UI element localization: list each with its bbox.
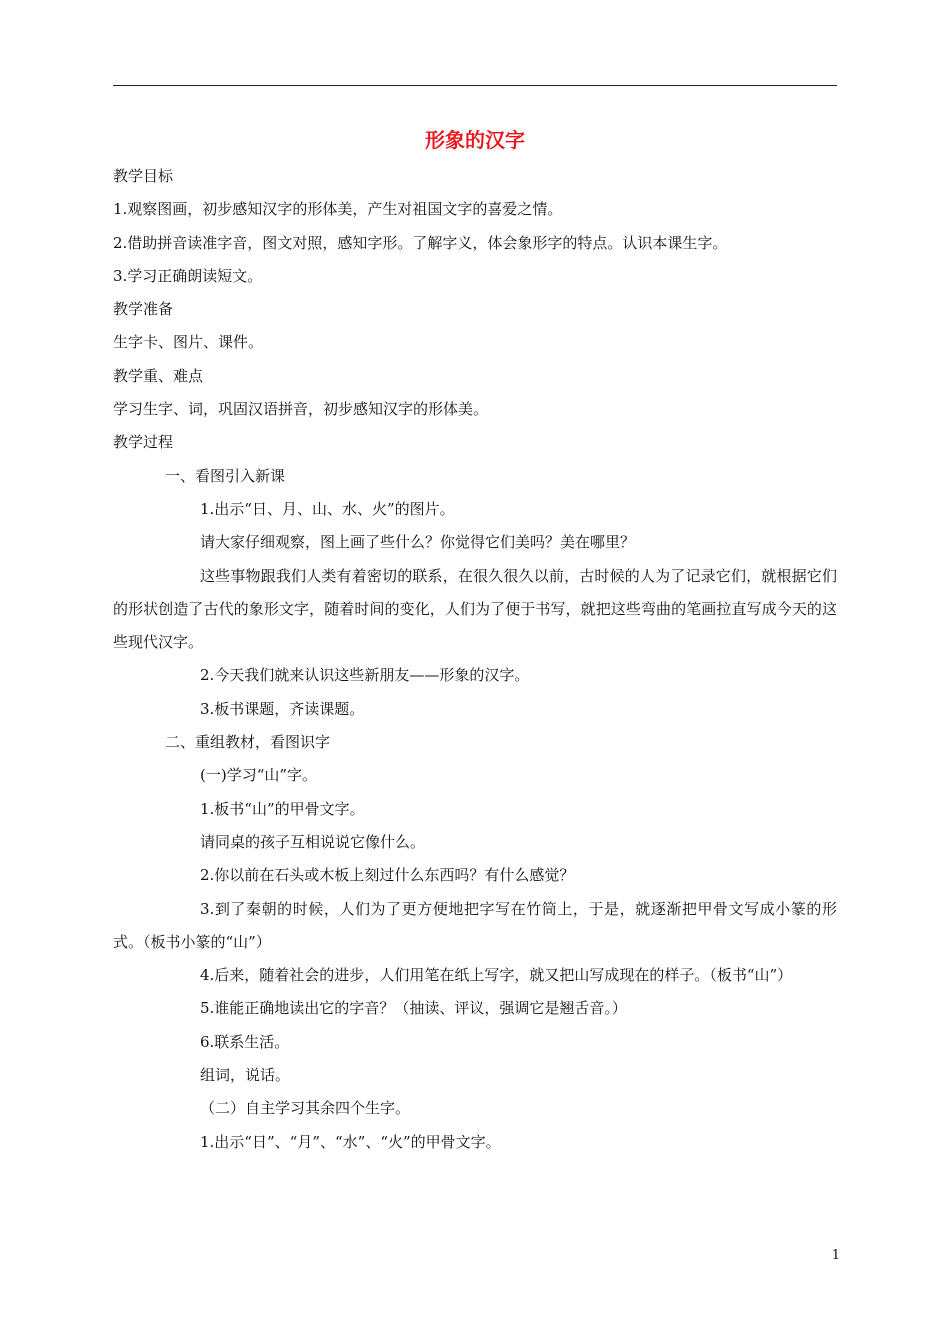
page-number: 1 bbox=[831, 1248, 840, 1263]
heading-process: 教学过程 bbox=[113, 433, 174, 452]
sub-section-heading: （二）自主学习其余四个生字。 bbox=[200, 1099, 411, 1118]
heading-preparation: 教学准备 bbox=[113, 300, 174, 319]
process-step: 1.出示“日、月、山、水、火”的图片。 bbox=[200, 499, 455, 518]
objective-item: 1.观察图画，初步感知汉字的形体美，产生对祖国文字的喜爱之情。 bbox=[113, 200, 563, 219]
process-paragraph: 这些事物跟我们人类有着密切的联系，在很久很久以前，古时候的人为了记录它们，就根据它们的形状创造了古代的象形文字，随着时间的变化，人们为了便于书写，就把这些弯曲的笔画拉直写成今天的这些现代汉字。 bbox=[113, 566, 837, 652]
sub-section-heading: (一)学习“山”字。 bbox=[200, 766, 318, 785]
process-step: 3.板书课题，齐读课题。 bbox=[200, 699, 365, 718]
heading-objectives: 教学目标 bbox=[113, 167, 174, 185]
process-step: 6.联系生活。 bbox=[200, 1032, 290, 1051]
process-step: 请同桌的孩子互相说说它像什么。 bbox=[200, 832, 426, 851]
process-step: 1.出示“日”、“月”、“水”、“火”的甲骨文字。 bbox=[200, 1132, 501, 1151]
process-step: 组词，说话。 bbox=[200, 1066, 291, 1085]
process-paragraph: 4.后来，随着社会的进步，人们用笔在纸上写字，就又把山写成现在的样子。（板书“山”） bbox=[200, 966, 793, 985]
process-step: 请大家仔细观察，图上画了些什么？你觉得它们美吗？美在哪里？ bbox=[200, 533, 636, 552]
heading-key-points: 教学重、难点 bbox=[113, 366, 204, 385]
document-body bbox=[113, 160, 837, 1159]
process-step: 2.你以前在石头或木板上刻过什么东西吗？有什么感觉？ bbox=[200, 866, 575, 885]
preparation-text: 生字卡、图片、课件。 bbox=[113, 333, 264, 352]
key-points-text: 学习生字、词，巩固汉语拼音，初步感知汉字的形体美。 bbox=[113, 400, 489, 419]
objective-item: 3.学习正确朗读短文。 bbox=[113, 266, 263, 285]
process-step: 1.板书“山”的甲骨文字。 bbox=[200, 799, 365, 818]
document-title: 形象的汉字 bbox=[425, 128, 525, 152]
process-step: 2.今天我们就来认识这些新朋友——形象的汉字。 bbox=[200, 666, 530, 685]
process-step: 5.谁能正确地读出它的字音？（抽读、评议，强调它是翘舌音。） bbox=[200, 999, 627, 1018]
section-heading: 一、看图引入新课 bbox=[165, 466, 286, 485]
objective-item: 2.借助拼音读准字音，图文对照，感知字形。了解字义，体会象形字的特点。认识本课生字。 bbox=[113, 233, 728, 252]
process-paragraph: 3.到了秦朝的时候，人们为了更方便地把字写在竹筒上，于是，就逐渐把甲骨文写成小篆的形式。（板书小篆的“山”） bbox=[113, 899, 837, 951]
header-rule bbox=[113, 85, 837, 86]
section-heading: 二、重组教材，看图识字 bbox=[165, 733, 331, 752]
